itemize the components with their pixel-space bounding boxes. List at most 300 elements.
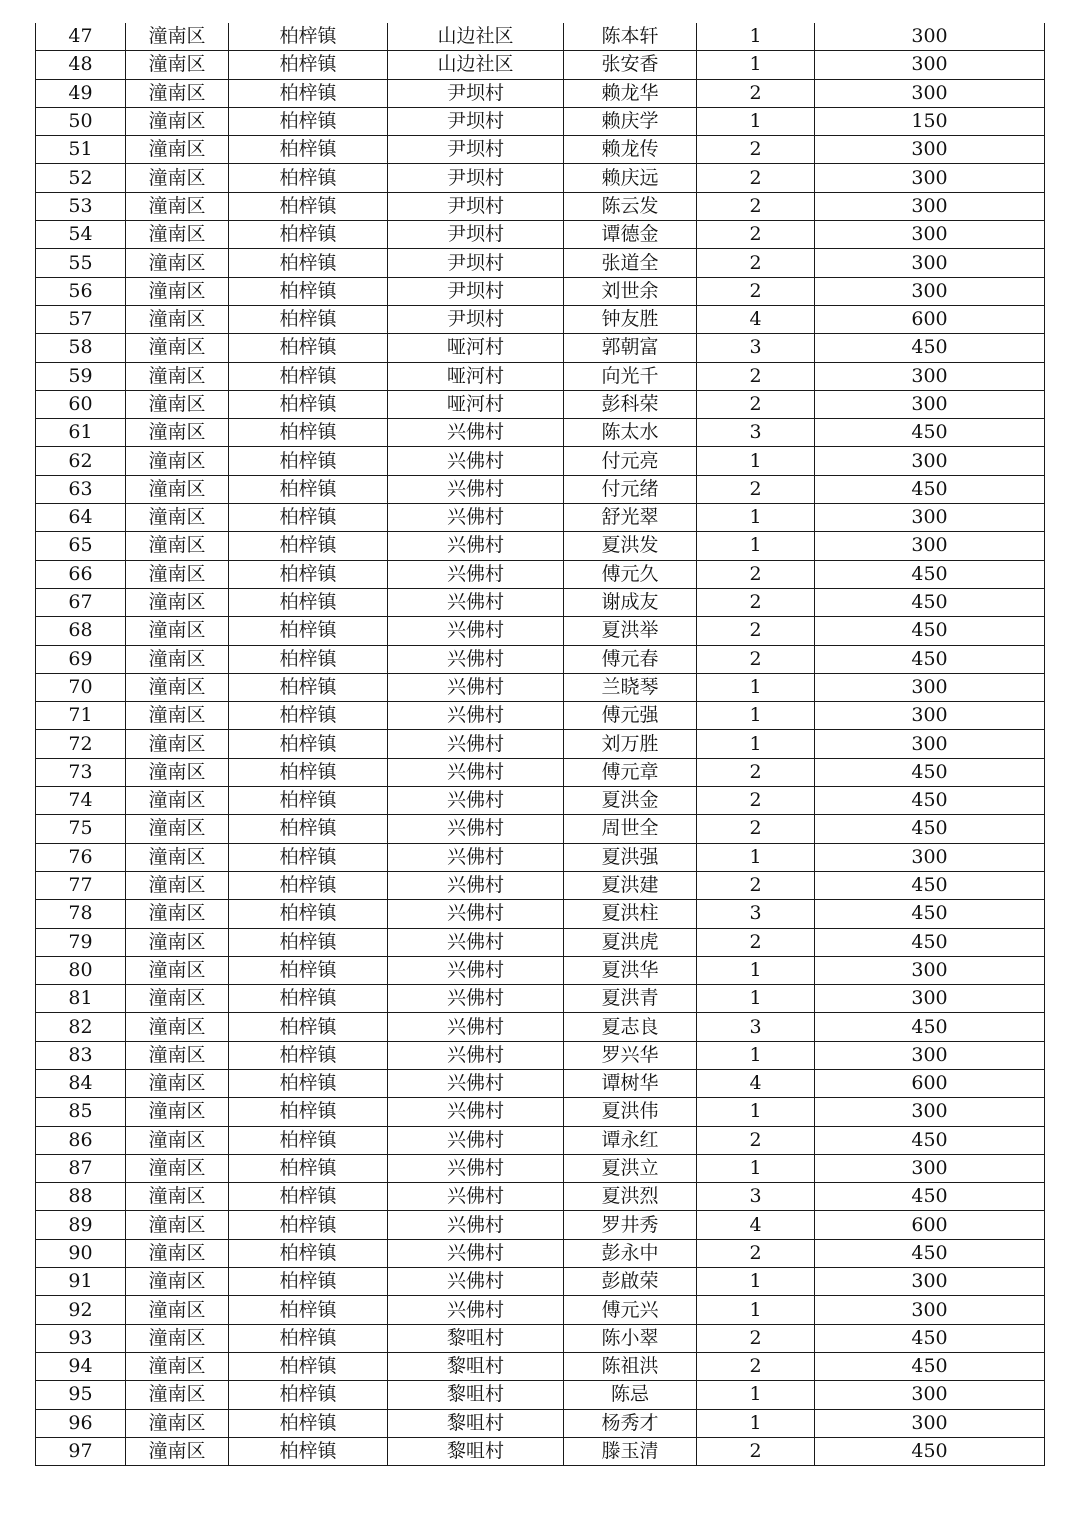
village-cell: 兴佛村	[388, 1013, 564, 1041]
table-row	[36, 758, 1045, 786]
row-number-cell: 88	[36, 1183, 126, 1211]
district-cell: 潼南区	[126, 1437, 229, 1465]
amount-cell: 450	[815, 1437, 1045, 1465]
row-number-cell: 69	[36, 645, 126, 673]
district-cell: 潼南区	[126, 1268, 229, 1296]
row-number-cell: 75	[36, 815, 126, 843]
amount-cell: 450	[815, 1324, 1045, 1352]
household-size-cell: 3	[697, 900, 815, 928]
amount-cell: 450	[815, 1126, 1045, 1154]
row-number-cell: 51	[36, 136, 126, 164]
row-number-cell: 47	[36, 23, 126, 51]
town-cell: 柏梓镇	[229, 23, 388, 51]
household-size-cell: 3	[697, 419, 815, 447]
village-cell: 兴佛村	[388, 645, 564, 673]
town-cell: 柏梓镇	[229, 1041, 388, 1069]
table-row	[36, 1126, 1045, 1154]
row-number-cell: 48	[36, 51, 126, 79]
village-cell: 兴佛村	[388, 871, 564, 899]
town-cell: 柏梓镇	[229, 1409, 388, 1437]
town-cell: 柏梓镇	[229, 1381, 388, 1409]
table-row	[36, 787, 1045, 815]
row-number-cell: 55	[36, 249, 126, 277]
name-cell: 傅元章	[564, 758, 697, 786]
household-size-cell: 2	[697, 588, 815, 616]
town-cell: 柏梓镇	[229, 390, 388, 418]
household-size-cell: 3	[697, 1013, 815, 1041]
town-cell: 柏梓镇	[229, 815, 388, 843]
amount-cell: 300	[815, 390, 1045, 418]
village-cell: 兴佛村	[388, 673, 564, 701]
name-cell: 郭朝富	[564, 334, 697, 362]
row-number-cell: 89	[36, 1211, 126, 1239]
table-row	[36, 1239, 1045, 1267]
name-cell: 傅元春	[564, 645, 697, 673]
row-number-cell: 76	[36, 843, 126, 871]
name-cell: 夏洪烈	[564, 1183, 697, 1211]
village-cell: 兴佛村	[388, 1296, 564, 1324]
table-row	[36, 1013, 1045, 1041]
town-cell: 柏梓镇	[229, 277, 388, 305]
household-size-cell: 2	[697, 390, 815, 418]
table-row	[36, 1183, 1045, 1211]
amount-cell: 150	[815, 107, 1045, 135]
name-cell: 彭永中	[564, 1239, 697, 1267]
name-cell: 夏洪立	[564, 1154, 697, 1182]
district-cell: 潼南区	[126, 1381, 229, 1409]
town-cell: 柏梓镇	[229, 164, 388, 192]
row-number-cell: 94	[36, 1352, 126, 1380]
name-cell: 赖龙传	[564, 136, 697, 164]
name-cell: 夏洪强	[564, 843, 697, 871]
name-cell: 夏洪发	[564, 532, 697, 560]
village-cell: 尹坝村	[388, 221, 564, 249]
amount-cell: 450	[815, 928, 1045, 956]
row-number-cell: 58	[36, 334, 126, 362]
name-cell: 陈小翠	[564, 1324, 697, 1352]
village-cell: 哑河村	[388, 334, 564, 362]
table-row	[36, 1296, 1045, 1324]
table-row	[36, 1352, 1045, 1380]
village-cell: 兴佛村	[388, 815, 564, 843]
household-size-cell: 1	[697, 673, 815, 701]
village-cell: 兴佛村	[388, 730, 564, 758]
table-row	[36, 985, 1045, 1013]
village-cell: 兴佛村	[388, 928, 564, 956]
row-number-cell: 81	[36, 985, 126, 1013]
household-size-cell: 1	[697, 1268, 815, 1296]
town-cell: 柏梓镇	[229, 617, 388, 645]
village-cell: 哑河村	[388, 362, 564, 390]
district-cell: 潼南区	[126, 900, 229, 928]
district-cell: 潼南区	[126, 532, 229, 560]
household-size-cell: 1	[697, 985, 815, 1013]
household-size-cell: 1	[697, 956, 815, 984]
amount-cell: 300	[815, 1041, 1045, 1069]
table-row	[36, 390, 1045, 418]
village-cell: 兴佛村	[388, 758, 564, 786]
table-row	[36, 1154, 1045, 1182]
name-cell: 夏洪青	[564, 985, 697, 1013]
district-cell: 潼南区	[126, 504, 229, 532]
town-cell: 柏梓镇	[229, 871, 388, 899]
table-row	[36, 249, 1045, 277]
town-cell: 柏梓镇	[229, 249, 388, 277]
district-cell: 潼南区	[126, 107, 229, 135]
district-cell: 潼南区	[126, 249, 229, 277]
table-row	[36, 645, 1045, 673]
household-size-cell: 2	[697, 136, 815, 164]
town-cell: 柏梓镇	[229, 900, 388, 928]
village-cell: 黎咀村	[388, 1409, 564, 1437]
row-number-cell: 64	[36, 504, 126, 532]
household-size-cell: 1	[697, 1154, 815, 1182]
district-cell: 潼南区	[126, 334, 229, 362]
household-size-cell: 2	[697, 928, 815, 956]
row-number-cell: 65	[36, 532, 126, 560]
row-number-cell: 90	[36, 1239, 126, 1267]
name-cell: 谭树华	[564, 1069, 697, 1097]
district-cell: 潼南区	[126, 1324, 229, 1352]
district-cell: 潼南区	[126, 1409, 229, 1437]
amount-cell: 450	[815, 787, 1045, 815]
table-row	[36, 79, 1045, 107]
household-size-cell: 2	[697, 277, 815, 305]
district-cell: 潼南区	[126, 51, 229, 79]
district-cell: 潼南区	[126, 1239, 229, 1267]
district-cell: 潼南区	[126, 645, 229, 673]
town-cell: 柏梓镇	[229, 1154, 388, 1182]
table-row	[36, 588, 1045, 616]
district-cell: 潼南区	[126, 787, 229, 815]
town-cell: 柏梓镇	[229, 843, 388, 871]
row-number-cell: 50	[36, 107, 126, 135]
amount-cell: 300	[815, 51, 1045, 79]
amount-cell: 300	[815, 1154, 1045, 1182]
village-cell: 尹坝村	[388, 136, 564, 164]
district-cell: 潼南区	[126, 617, 229, 645]
amount-cell: 450	[815, 560, 1045, 588]
amount-cell: 450	[815, 900, 1045, 928]
table-row	[36, 334, 1045, 362]
town-cell: 柏梓镇	[229, 136, 388, 164]
name-cell: 陈云发	[564, 192, 697, 220]
amount-cell: 300	[815, 362, 1045, 390]
table-row	[36, 164, 1045, 192]
amount-cell: 300	[815, 702, 1045, 730]
table-row	[36, 504, 1045, 532]
row-number-cell: 71	[36, 702, 126, 730]
amount-cell: 300	[815, 136, 1045, 164]
row-number-cell: 86	[36, 1126, 126, 1154]
table-row	[36, 447, 1045, 475]
amount-cell: 450	[815, 1183, 1045, 1211]
village-cell: 黎咀村	[388, 1352, 564, 1380]
table-row	[36, 475, 1045, 503]
district-cell: 潼南区	[126, 419, 229, 447]
district-cell: 潼南区	[126, 277, 229, 305]
table-row	[36, 192, 1045, 220]
table-row	[36, 136, 1045, 164]
village-cell: 兴佛村	[388, 1154, 564, 1182]
amount-cell: 450	[815, 475, 1045, 503]
amount-cell: 600	[815, 1069, 1045, 1097]
household-size-cell: 4	[697, 1211, 815, 1239]
district-cell: 潼南区	[126, 815, 229, 843]
household-size-cell: 1	[697, 107, 815, 135]
district-cell: 潼南区	[126, 1069, 229, 1097]
name-cell: 付元绪	[564, 475, 697, 503]
name-cell: 周世全	[564, 815, 697, 843]
household-size-cell: 1	[697, 1098, 815, 1126]
row-number-cell: 79	[36, 928, 126, 956]
name-cell: 舒光翠	[564, 504, 697, 532]
table-row	[36, 1211, 1045, 1239]
name-cell: 兰晓琴	[564, 673, 697, 701]
town-cell: 柏梓镇	[229, 1183, 388, 1211]
amount-cell: 300	[815, 447, 1045, 475]
village-cell: 山边社区	[388, 23, 564, 51]
village-cell: 黎咀村	[388, 1381, 564, 1409]
town-cell: 柏梓镇	[229, 475, 388, 503]
town-cell: 柏梓镇	[229, 985, 388, 1013]
name-cell: 赖龙华	[564, 79, 697, 107]
village-cell: 兴佛村	[388, 1126, 564, 1154]
name-cell: 滕玉清	[564, 1437, 697, 1465]
name-cell: 向光千	[564, 362, 697, 390]
amount-cell: 600	[815, 305, 1045, 333]
name-cell: 赖庆学	[564, 107, 697, 135]
table-row	[36, 871, 1045, 899]
amount-cell: 300	[815, 532, 1045, 560]
district-cell: 潼南区	[126, 702, 229, 730]
district-cell: 潼南区	[126, 390, 229, 418]
district-cell: 潼南区	[126, 1098, 229, 1126]
town-cell: 柏梓镇	[229, 588, 388, 616]
village-cell: 兴佛村	[388, 1041, 564, 1069]
district-cell: 潼南区	[126, 1183, 229, 1211]
row-number-cell: 95	[36, 1381, 126, 1409]
household-size-cell: 2	[697, 1126, 815, 1154]
table-row	[36, 1041, 1045, 1069]
village-cell: 尹坝村	[388, 305, 564, 333]
table-row	[36, 1324, 1045, 1352]
row-number-cell: 54	[36, 221, 126, 249]
household-size-cell: 1	[697, 843, 815, 871]
row-number-cell: 61	[36, 419, 126, 447]
village-cell: 兴佛村	[388, 787, 564, 815]
table-row	[36, 362, 1045, 390]
name-cell: 陈祖洪	[564, 1352, 697, 1380]
table-row	[36, 560, 1045, 588]
name-cell: 刘万胜	[564, 730, 697, 758]
row-number-cell: 62	[36, 447, 126, 475]
district-cell: 潼南区	[126, 447, 229, 475]
name-cell: 罗兴华	[564, 1041, 697, 1069]
district-cell: 潼南区	[126, 588, 229, 616]
amount-cell: 450	[815, 758, 1045, 786]
district-cell: 潼南区	[126, 23, 229, 51]
table-row	[36, 673, 1045, 701]
table-row	[36, 107, 1045, 135]
row-number-cell: 63	[36, 475, 126, 503]
district-cell: 潼南区	[126, 928, 229, 956]
amount-cell: 600	[815, 1211, 1045, 1239]
name-cell: 彭科荣	[564, 390, 697, 418]
row-number-cell: 52	[36, 164, 126, 192]
town-cell: 柏梓镇	[229, 447, 388, 475]
household-size-cell: 1	[697, 702, 815, 730]
name-cell: 傅元久	[564, 560, 697, 588]
name-cell: 赖庆远	[564, 164, 697, 192]
name-cell: 刘世余	[564, 277, 697, 305]
household-size-cell: 2	[697, 815, 815, 843]
name-cell: 陈太水	[564, 419, 697, 447]
amount-cell: 300	[815, 1098, 1045, 1126]
household-size-cell: 2	[697, 1239, 815, 1267]
table-body	[36, 23, 1045, 1466]
row-number-cell: 78	[36, 900, 126, 928]
village-cell: 兴佛村	[388, 900, 564, 928]
amount-cell: 450	[815, 1013, 1045, 1041]
row-number-cell: 96	[36, 1409, 126, 1437]
town-cell: 柏梓镇	[229, 956, 388, 984]
amount-cell: 300	[815, 164, 1045, 192]
table-row	[36, 702, 1045, 730]
amount-cell: 300	[815, 730, 1045, 758]
town-cell: 柏梓镇	[229, 1098, 388, 1126]
town-cell: 柏梓镇	[229, 1069, 388, 1097]
town-cell: 柏梓镇	[229, 673, 388, 701]
village-cell: 黎咀村	[388, 1437, 564, 1465]
amount-cell: 300	[815, 277, 1045, 305]
name-cell: 谭永红	[564, 1126, 697, 1154]
name-cell: 傅元强	[564, 702, 697, 730]
household-size-cell: 2	[697, 871, 815, 899]
amount-cell: 450	[815, 871, 1045, 899]
amount-cell: 300	[815, 1296, 1045, 1324]
amount-cell: 450	[815, 334, 1045, 362]
town-cell: 柏梓镇	[229, 532, 388, 560]
district-cell: 潼南区	[126, 1154, 229, 1182]
household-size-cell: 1	[697, 447, 815, 475]
household-size-cell: 2	[697, 560, 815, 588]
town-cell: 柏梓镇	[229, 419, 388, 447]
table-row	[36, 1268, 1045, 1296]
row-number-cell: 49	[36, 79, 126, 107]
village-cell: 兴佛村	[388, 702, 564, 730]
town-cell: 柏梓镇	[229, 1013, 388, 1041]
village-cell: 黎咀村	[388, 1324, 564, 1352]
household-size-cell: 2	[697, 362, 815, 390]
row-number-cell: 93	[36, 1324, 126, 1352]
district-cell: 潼南区	[126, 305, 229, 333]
amount-cell: 300	[815, 1268, 1045, 1296]
name-cell: 夏洪金	[564, 787, 697, 815]
amount-cell: 450	[815, 588, 1045, 616]
district-cell: 潼南区	[126, 871, 229, 899]
table-row	[36, 419, 1045, 447]
household-size-cell: 3	[697, 1183, 815, 1211]
household-size-cell: 2	[697, 617, 815, 645]
amount-cell: 450	[815, 1239, 1045, 1267]
village-cell: 兴佛村	[388, 843, 564, 871]
village-cell: 兴佛村	[388, 1069, 564, 1097]
table-row	[36, 51, 1045, 79]
district-cell: 潼南区	[126, 1013, 229, 1041]
table-row	[36, 1437, 1045, 1465]
name-cell: 张道全	[564, 249, 697, 277]
household-size-cell: 2	[697, 758, 815, 786]
table-row	[36, 1098, 1045, 1126]
household-size-cell: 2	[697, 79, 815, 107]
town-cell: 柏梓镇	[229, 79, 388, 107]
village-cell: 山边社区	[388, 51, 564, 79]
amount-cell: 300	[815, 1381, 1045, 1409]
village-cell: 兴佛村	[388, 504, 564, 532]
table-row	[36, 843, 1045, 871]
household-size-cell: 1	[697, 1041, 815, 1069]
district-cell: 潼南区	[126, 758, 229, 786]
beneficiary-table	[35, 23, 1045, 1466]
village-cell: 尹坝村	[388, 164, 564, 192]
town-cell: 柏梓镇	[229, 730, 388, 758]
town-cell: 柏梓镇	[229, 1437, 388, 1465]
row-number-cell: 74	[36, 787, 126, 815]
town-cell: 柏梓镇	[229, 1324, 388, 1352]
name-cell: 谭德金	[564, 221, 697, 249]
district-cell: 潼南区	[126, 362, 229, 390]
row-number-cell: 87	[36, 1154, 126, 1182]
town-cell: 柏梓镇	[229, 758, 388, 786]
town-cell: 柏梓镇	[229, 334, 388, 362]
row-number-cell: 60	[36, 390, 126, 418]
household-size-cell: 1	[697, 23, 815, 51]
village-cell: 兴佛村	[388, 419, 564, 447]
name-cell: 付元亮	[564, 447, 697, 475]
row-number-cell: 80	[36, 956, 126, 984]
district-cell: 潼南区	[126, 1352, 229, 1380]
household-size-cell: 1	[697, 1381, 815, 1409]
amount-cell: 450	[815, 815, 1045, 843]
row-number-cell: 70	[36, 673, 126, 701]
district-cell: 潼南区	[126, 730, 229, 758]
household-size-cell: 2	[697, 249, 815, 277]
name-cell: 钟友胜	[564, 305, 697, 333]
village-cell: 哑河村	[388, 390, 564, 418]
row-number-cell: 66	[36, 560, 126, 588]
amount-cell: 300	[815, 221, 1045, 249]
amount-cell: 300	[815, 1409, 1045, 1437]
household-size-cell: 2	[697, 475, 815, 503]
town-cell: 柏梓镇	[229, 305, 388, 333]
amount-cell: 300	[815, 192, 1045, 220]
village-cell: 兴佛村	[388, 1239, 564, 1267]
name-cell: 夏洪建	[564, 871, 697, 899]
town-cell: 柏梓镇	[229, 645, 388, 673]
table-row	[36, 1381, 1045, 1409]
district-cell: 潼南区	[126, 843, 229, 871]
amount-cell: 300	[815, 673, 1045, 701]
district-cell: 潼南区	[126, 985, 229, 1013]
row-number-cell: 53	[36, 192, 126, 220]
household-size-cell: 1	[697, 51, 815, 79]
name-cell: 张安香	[564, 51, 697, 79]
table-row	[36, 1069, 1045, 1097]
row-number-cell: 72	[36, 730, 126, 758]
household-size-cell: 2	[697, 645, 815, 673]
amount-cell: 300	[815, 956, 1045, 984]
